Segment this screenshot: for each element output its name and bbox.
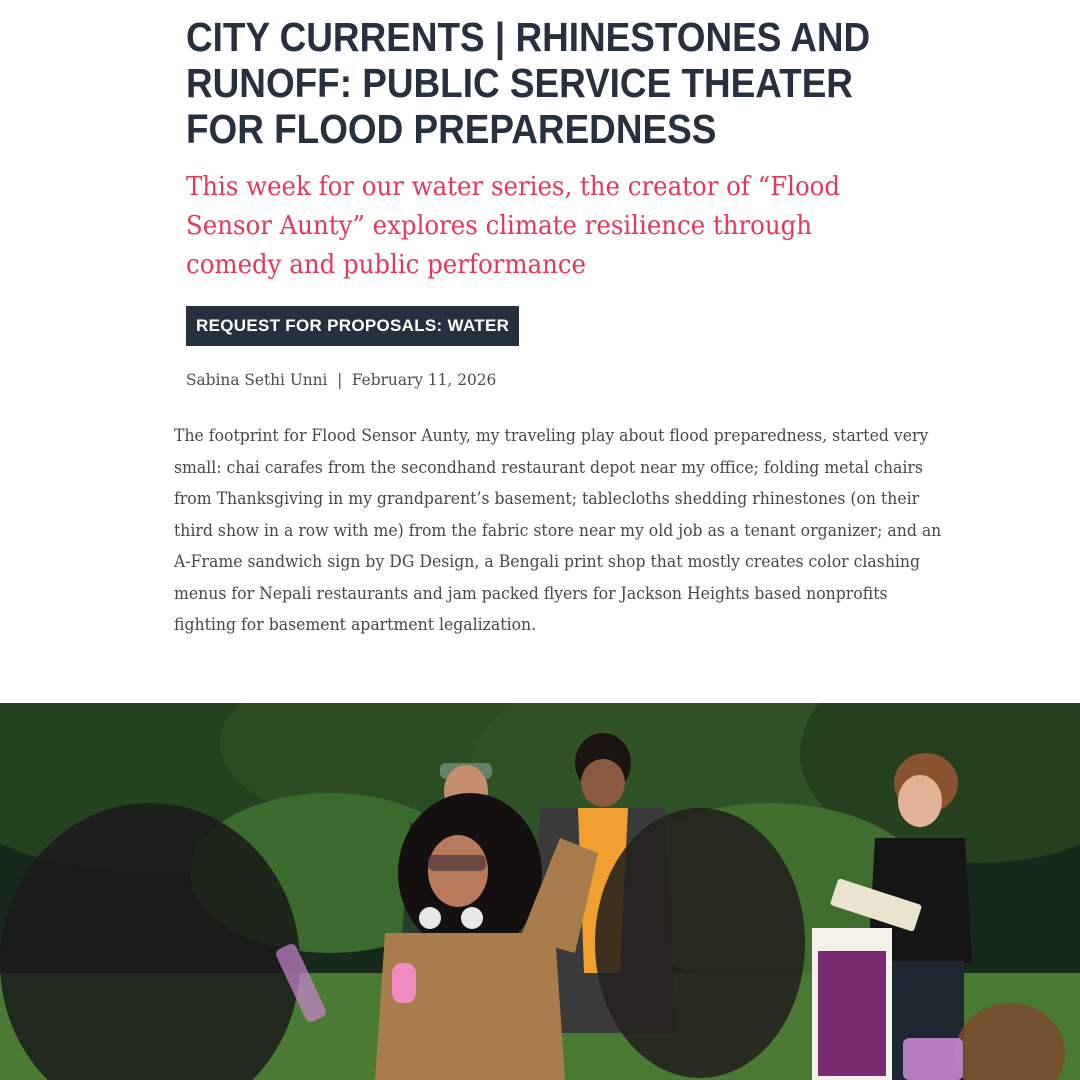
article-dek: This week for our water series, the creator of “Flood Sensor Aunty” explores climate resilience through comedy and public performance [186,172,841,280]
category-tag-link[interactable]: REQUEST FOR PROPOSALS: WATER [186,306,519,346]
byline [186,370,496,389]
byline-separator: | [337,370,343,389]
article-hero-photo [0,703,1080,1080]
article-body-paragraph: The footprint for Flood Sensor Aunty, my traveling play about flood preparedness, started very small: chai carafes from the secondhand restaurant depot near my office; folding metal chairs from Thanksgiving in my grandparent’s basement; tablecloths shedding rhinestones (on their third show in a row with me) from the fabric store near my old job as a tenant organizer; and an A-Frame sandwich sign by DG Design, a Bengali print shop that mostly creates color clashing menus for Nepali restaurants and jam packed flyers for Jackson Heights based nonprofits fighting for basement apartment legalization. [174,426,942,634]
author-name[interactable]: Sabina Sethi Unni [186,370,328,389]
article-title: CITY CURRENTS | RHINESTONES AND RUNOFF: PUBLIC SERVICE THEATER FOR FLOOD PREPAREDNESS [186,14,871,152]
publish-date: February 11, 2026 [351,370,497,389]
performance-photo-illustration [0,703,1080,1080]
